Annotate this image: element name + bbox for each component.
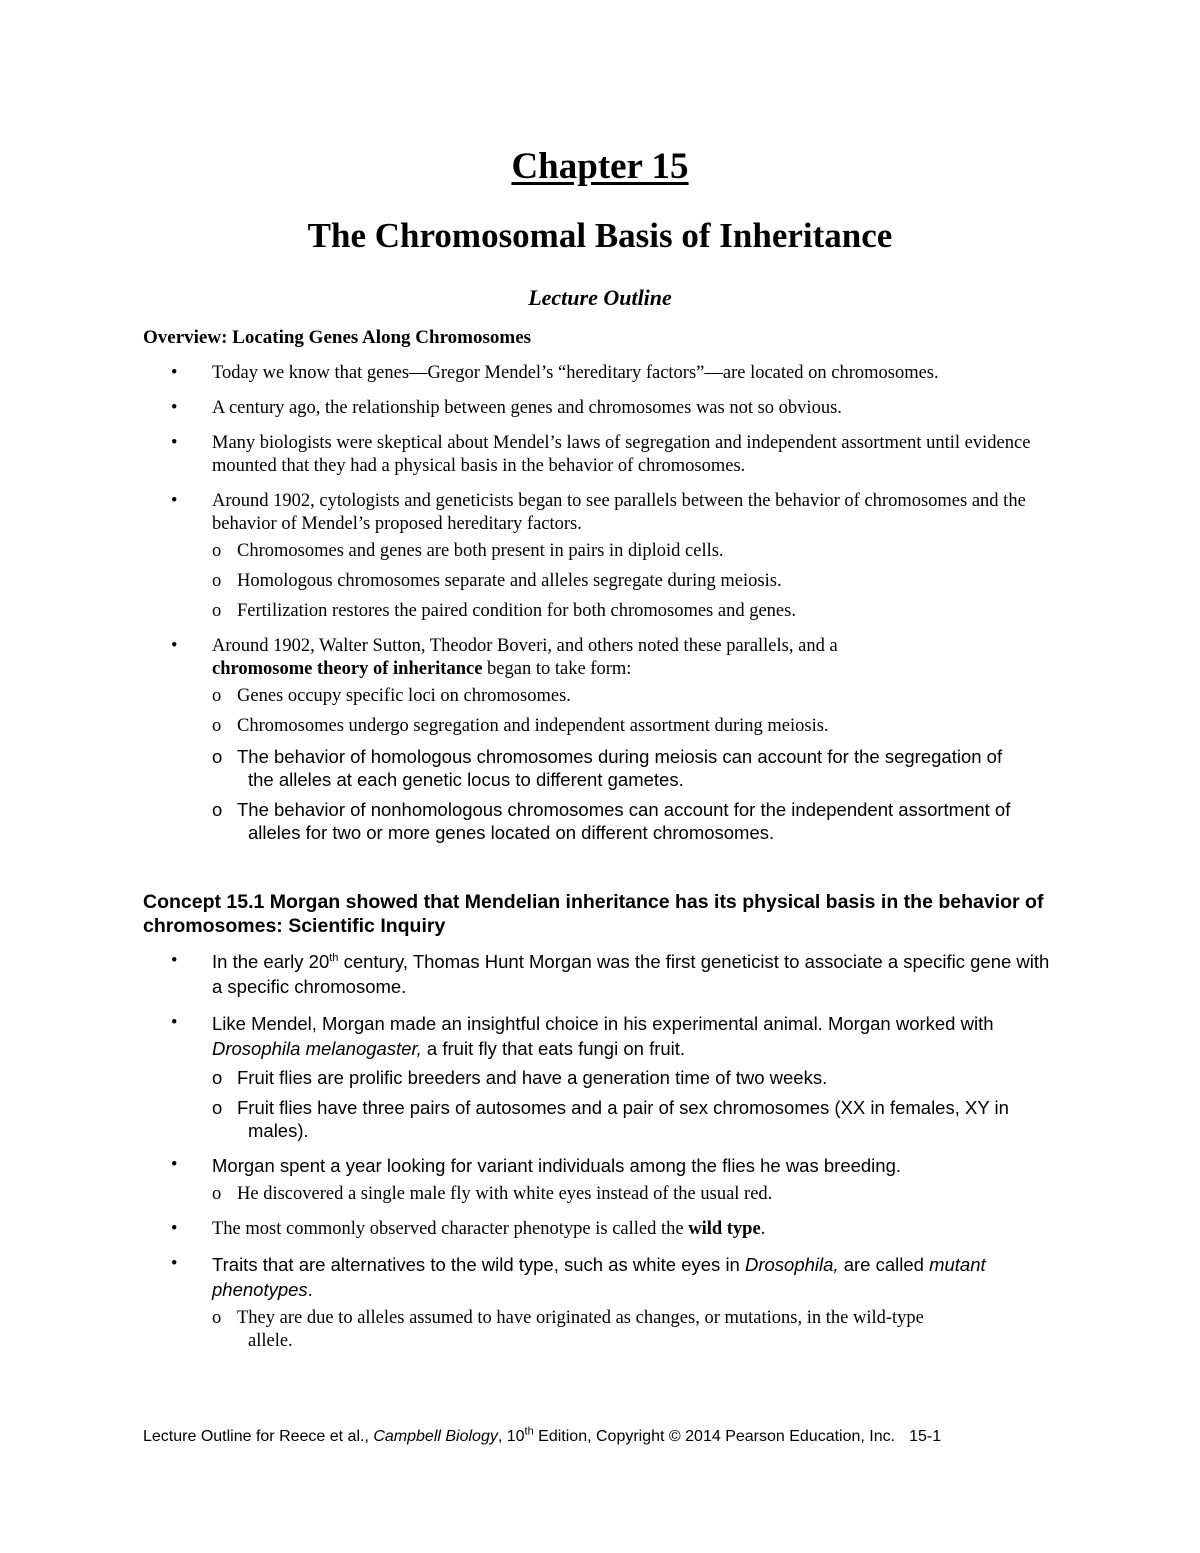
list-item — [143, 950, 1063, 1000]
sub-list-item — [212, 685, 1063, 708]
sub-bullet-icon: o — [212, 686, 222, 706]
bullet-text: Today we know that genes—Gregor Mendel’s “hereditary factors”—are located on chromosomes. — [212, 363, 939, 383]
bullet-icon: • — [171, 1155, 178, 1175]
sub-list-item — [212, 798, 1063, 844]
list-item — [143, 1218, 1063, 1241]
text-run: a fruit fly that eats fungi on fruit. — [421, 1038, 686, 1059]
text-run: Like Mendel, Morgan made an insightful choice in his experimental animal. Morgan worked with — [212, 1013, 994, 1034]
list-item — [143, 362, 1063, 385]
bullet-icon: • — [171, 1254, 178, 1274]
footer-superscript: th — [524, 1425, 534, 1438]
sub-bullet-icon: o — [212, 799, 223, 820]
sub-list — [212, 1307, 1063, 1353]
sub-text: Chromosomes and genes are both present in pairs in diploid cells. — [237, 541, 724, 561]
sub-bullet-icon: o — [212, 746, 223, 767]
key-term: mutant phenotypes — [212, 1254, 986, 1300]
sub-text: The behavior of nonhomologous chromosomes can account for the independent assortment of — [237, 799, 1011, 820]
sub-text-cont: males). — [248, 1120, 309, 1141]
bullet-text — [212, 1254, 986, 1300]
concept-list — [143, 950, 1063, 1353]
species-name: Drosophila, — [745, 1254, 839, 1275]
bullet-icon: • — [171, 398, 178, 418]
sub-text: Fruit flies have three pairs of autosomes and a pair of sex chromosomes (XX in females, XY in — [237, 1097, 1009, 1118]
sub-bullet-icon: o — [212, 541, 222, 561]
key-term: wild type — [688, 1219, 761, 1239]
key-term: chromosome theory of inheritance — [212, 659, 483, 679]
list-item — [143, 397, 1063, 420]
sub-list-item — [212, 570, 1063, 593]
bullet-text: Many biologists were skeptical about Mendel’s laws of segregation and independent assortment until evidence mounted that they had a physical basis in the behavior of chromosomes. — [212, 433, 1031, 476]
sub-text: The behavior of homologous chromosomes during meiosis can account for the segregation of — [237, 746, 1003, 767]
sub-list — [212, 1066, 1063, 1142]
sub-list — [212, 1183, 1063, 1206]
text-run: Traits that are alternatives to the wild type, such as white eyes in — [212, 1254, 745, 1275]
bullet-text — [212, 1219, 765, 1239]
bullet-icon: • — [171, 491, 178, 511]
superscript: th — [329, 951, 339, 964]
sub-text: Fruit flies are prolific breeders and have a generation time of two weeks. — [237, 1067, 828, 1088]
sub-text: Homologous chromosomes separate and alleles segregate during meiosis. — [237, 571, 782, 591]
sub-bullet-icon: o — [212, 601, 222, 621]
footer-book-title: Campbell Biology — [373, 1428, 498, 1445]
text-run: are called — [838, 1254, 930, 1275]
footer-text: , 10 — [497, 1428, 525, 1445]
sub-text: Chromosomes undergo segregation and independent assortment during meiosis. — [237, 716, 829, 736]
sub-bullet-icon: o — [212, 571, 222, 591]
text-run: . — [307, 1279, 313, 1300]
sub-text: Genes occupy specific loci on chromosomes. — [237, 686, 571, 706]
sub-list-item — [212, 715, 1063, 738]
sub-text: He discovered a single male fly with white eyes instead of the usual red. — [237, 1184, 773, 1204]
bullet-text — [212, 951, 1049, 997]
overview-heading: Overview: Locating Genes Along Chromosomes — [143, 327, 532, 348]
sub-list-item — [212, 745, 1063, 791]
sub-list-item — [212, 1307, 1063, 1353]
footer-text: Edition, Copyright © 2014 Pearson Education, Inc. — [533, 1428, 896, 1445]
list-item — [143, 490, 1063, 623]
chapter-title: The Chromosomal Basis of Inheritance — [307, 216, 893, 255]
bullet-text — [212, 1013, 994, 1059]
bullet-text-cont: began to take form: — [482, 659, 632, 679]
text-run: The most commonly observed character phenotype is called the — [212, 1219, 689, 1239]
bullet-text: Morgan spent a year looking for variant individuals among the flies he was breeding. — [212, 1155, 902, 1176]
list-item — [143, 635, 1063, 844]
bullet-text: A century ago, the relationship between genes and chromosomes was not so obvious. — [212, 398, 842, 418]
bullet-text: Around 1902, Walter Sutton, Theodor Boveri, and others noted these parallels, and a — [212, 636, 838, 656]
main-content — [143, 326, 1063, 1365]
sub-list — [212, 685, 1063, 844]
text-run: century, Thomas Hunt Morgan was the first geneticist to associate a specific gene with a specific chromosome. — [212, 951, 1050, 997]
sub-bullet-icon: o — [212, 1184, 222, 1204]
bullet-icon: • — [171, 636, 178, 656]
sub-bullet-icon: o — [212, 716, 222, 736]
sub-list-item — [212, 1096, 1063, 1142]
footer-text: Lecture Outline for Reece et al., — [143, 1428, 374, 1445]
sub-list-item — [212, 600, 1063, 623]
sub-text-cont: alleles for two or more genes located on different chromosomes. — [248, 822, 775, 843]
bullet-icon: • — [171, 1219, 178, 1239]
lecture-outline-label: Lecture Outline — [528, 285, 672, 310]
concept-heading: Concept 15.1 Morgan showed that Mendelian inheritance has its physical basis in the behavior of chromosomes: Scientific Inquiry — [143, 891, 1044, 937]
list-item — [143, 432, 1063, 478]
sub-text: Fertilization restores the paired condition for both chromosomes and genes. — [237, 601, 796, 621]
sub-bullet-icon: o — [212, 1097, 223, 1118]
sub-text-cont: allele. — [248, 1331, 293, 1351]
list-item — [143, 1154, 1063, 1206]
text-run: . — [760, 1219, 766, 1239]
page-footer — [143, 1425, 942, 1446]
sub-list-item — [212, 540, 1063, 563]
chapter-number: Chapter 15 — [511, 146, 689, 187]
bullet-icon: • — [171, 363, 178, 383]
species-name: Drosophila melanogaster, — [212, 1038, 422, 1059]
sub-text: They are due to alleles assumed to have originated as changes, or mutations, in the wild-type — [237, 1308, 924, 1328]
bullet-icon: • — [171, 1013, 178, 1033]
bullet-text: Around 1902, cytologists and geneticists began to see parallels between the behavior of chromosomes and the behavior of Mendel’s proposed hereditary factors. — [212, 491, 1026, 534]
sub-list-item — [212, 1183, 1063, 1206]
list-item — [143, 1012, 1063, 1142]
sub-list — [212, 540, 1063, 623]
sub-list-item — [212, 1066, 1063, 1089]
list-item — [143, 1253, 1063, 1353]
sub-bullet-icon: o — [212, 1308, 222, 1328]
overview-list — [143, 362, 1063, 844]
page-number: 15-1 — [909, 1428, 942, 1445]
text-run: In the early 20 — [212, 951, 330, 972]
bullet-icon: • — [171, 433, 178, 453]
sub-text-cont: the alleles at each genetic locus to different gametes. — [248, 769, 684, 790]
bullet-icon: • — [171, 951, 178, 971]
sub-bullet-icon: o — [212, 1067, 223, 1088]
